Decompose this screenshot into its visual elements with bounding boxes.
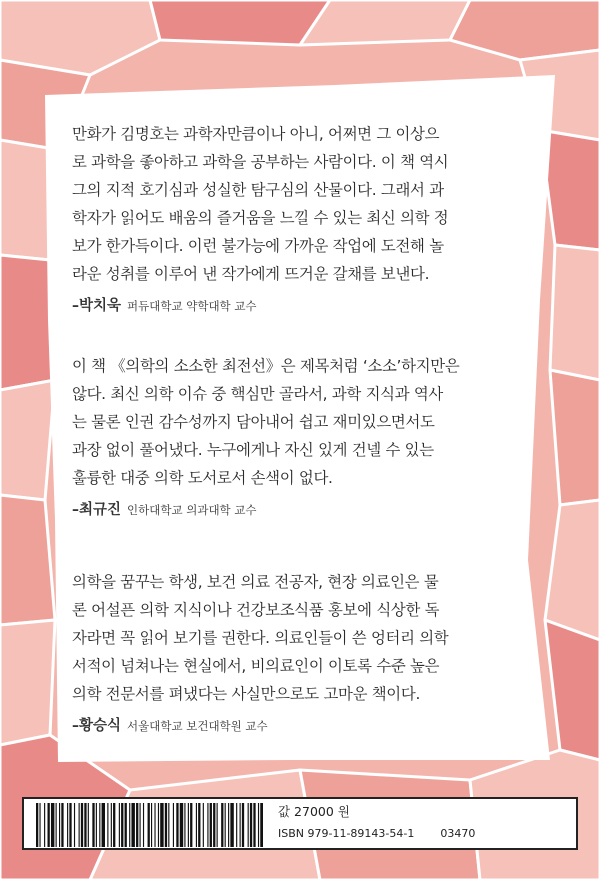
barcode-bar [131, 803, 134, 847]
review-hwang [72, 568, 448, 735]
barcode-bar [158, 803, 159, 847]
barcode-bar [198, 803, 200, 847]
barcode-bar [84, 803, 86, 847]
review-choi [72, 352, 459, 519]
barcode-bar [69, 803, 71, 847]
barcode-bar [96, 803, 97, 847]
line: 그의 지적 호기심과 성실한 탐구심의 산물이다. 그래서 과 [72, 181, 444, 199]
line: 로 과학을 좋아하고 과학을 공부하는 사람이다. 이 책 역시 [72, 153, 449, 171]
line: 않다. 최신 의학 이슈 중 핵심만 골라서, 과학 지식과 역사 [72, 385, 443, 403]
barcode-bar [125, 803, 127, 847]
reviewer-affiliation: 인하대학교 의과대학 교수 [127, 503, 257, 517]
barcode-bar [39, 803, 40, 847]
barcode-bar [184, 803, 185, 847]
review-text [72, 352, 459, 492]
isbn-addon: 03470 [440, 827, 476, 840]
barcode-bar [48, 803, 50, 847]
barcode-bar [180, 803, 183, 847]
barcode-bar [111, 803, 112, 847]
barcode-bar [248, 803, 249, 847]
barcode-bar [190, 803, 192, 847]
barcode-bar [140, 803, 141, 847]
line: 과장 없이 풀어냈다. 누구에게나 자신 있게 건넬 수 있는 [72, 441, 434, 459]
barcode-bar [240, 803, 241, 847]
barcode-bar [119, 803, 120, 847]
review-park [72, 120, 448, 315]
barcode-bar [203, 803, 204, 847]
barcode-bar [260, 803, 263, 847]
barcode-bar [160, 803, 163, 847]
barcode-bar [143, 803, 144, 847]
credit-dash: – [72, 718, 79, 734]
barcode-bar [258, 803, 259, 847]
barcode-bar [176, 803, 178, 847]
line: 는 물론 인권 감수성까지 담아내어 쉽고 재미있으면서도 [72, 413, 435, 431]
barcode-bar [221, 803, 223, 847]
reviewer-credit [72, 498, 459, 519]
barcode-bar [225, 803, 226, 847]
reviewer-affiliation: 서울대학교 보건대학원 교수 [127, 719, 268, 733]
barcode-bar [81, 803, 83, 847]
barcode-bar [79, 803, 80, 847]
barcode-bar [207, 803, 208, 847]
barcode-icon [36, 803, 263, 847]
barcode-bar [236, 803, 237, 847]
barcode-bar [165, 803, 167, 847]
review-text [72, 120, 448, 288]
barcode-bar [228, 803, 229, 847]
barcode-bar [107, 803, 108, 847]
line: 보가 한가득이다. 이런 불가능에 가까운 작업에 도전해 놀 [72, 237, 444, 255]
barcode-bar [151, 803, 152, 847]
barcode-bar [148, 803, 150, 847]
barcode-bar [99, 803, 100, 847]
barcode-bar [250, 803, 252, 847]
review-text [72, 568, 448, 708]
line: 의학 전문서를 펴냈다는 사실만으로도 고마운 책이다. [72, 685, 421, 703]
barcode-bar [230, 803, 233, 847]
barcode-bar [113, 803, 115, 847]
line: 론 어설픈 의학 지식이나 건강보조식품 홍보에 식상한 독 [72, 601, 440, 619]
barcode-bar [59, 803, 60, 847]
barcode-bar [56, 803, 57, 847]
barcode-bar [196, 803, 197, 847]
barcode-bar [92, 803, 94, 847]
reviewer-credit [72, 714, 448, 735]
reviewer-name: 황승식 [79, 718, 122, 734]
barcode-box [22, 797, 578, 850]
barcode-bar [44, 803, 45, 847]
reviewer-credit [72, 294, 448, 315]
reviewer-affiliation: 퍼듀대학교 약학대학 교수 [127, 299, 257, 313]
line: 라운 성취를 이루어 낸 작가에게 뜨거운 갈채를 보낸다. [72, 265, 430, 283]
line: 훌륭한 대중 의학 도서로서 손색이 없다. [72, 469, 333, 487]
line: 의학을 꿈꾸는 학생, 보건 의료 전공자, 현장 의료인은 물 [72, 573, 439, 591]
reviewer-name: 최규진 [79, 502, 122, 518]
line: 학자가 읽어도 배움의 즐거움을 느낄 수 있는 최신 의학 정 [72, 209, 449, 227]
line: 서적이 넘쳐나는 현실에서, 비의료인이 이토록 수준 높은 [72, 657, 440, 675]
barcode-bar [173, 803, 174, 847]
price-label: 값 27000 원 [278, 804, 350, 819]
barcode-bar [213, 803, 215, 847]
barcode-bar [242, 803, 244, 847]
barcode-bar [88, 803, 89, 847]
isbn-label [278, 827, 475, 840]
barcode-bar [51, 803, 54, 847]
barcode-bar [129, 803, 130, 847]
barcode-bar [61, 803, 63, 847]
credit-dash: – [72, 298, 79, 314]
barcode-bar [67, 803, 68, 847]
reviewer-name: 박치욱 [79, 298, 122, 314]
barcode-bar [74, 803, 75, 847]
barcode-bar [154, 803, 155, 847]
line: 이 책 《의학의 소소한 최전선》은 제목처럼 ‘소소’하지만은 [72, 357, 460, 375]
barcode-bar [168, 803, 169, 847]
barcode-bar [210, 803, 212, 847]
barcode-bar [102, 803, 105, 847]
barcode-bar [188, 803, 189, 847]
barcode-bar [121, 803, 123, 847]
barcode-bar [253, 803, 255, 847]
line: 자라면 꼭 읽어 보기를 권한다. 의료인들이 쓴 엉터리 의학 [72, 629, 449, 647]
isbn-number: ISBN 979-11-89143-54-1 [278, 827, 415, 840]
line: 만화가 김명호는 과학자만큼이나 아니, 어쩌면 그 이상으 [72, 125, 440, 143]
credit-dash: – [72, 502, 79, 518]
barcode-bar [217, 803, 218, 847]
barcode-bar [36, 803, 38, 847]
barcode-bar [136, 803, 138, 847]
